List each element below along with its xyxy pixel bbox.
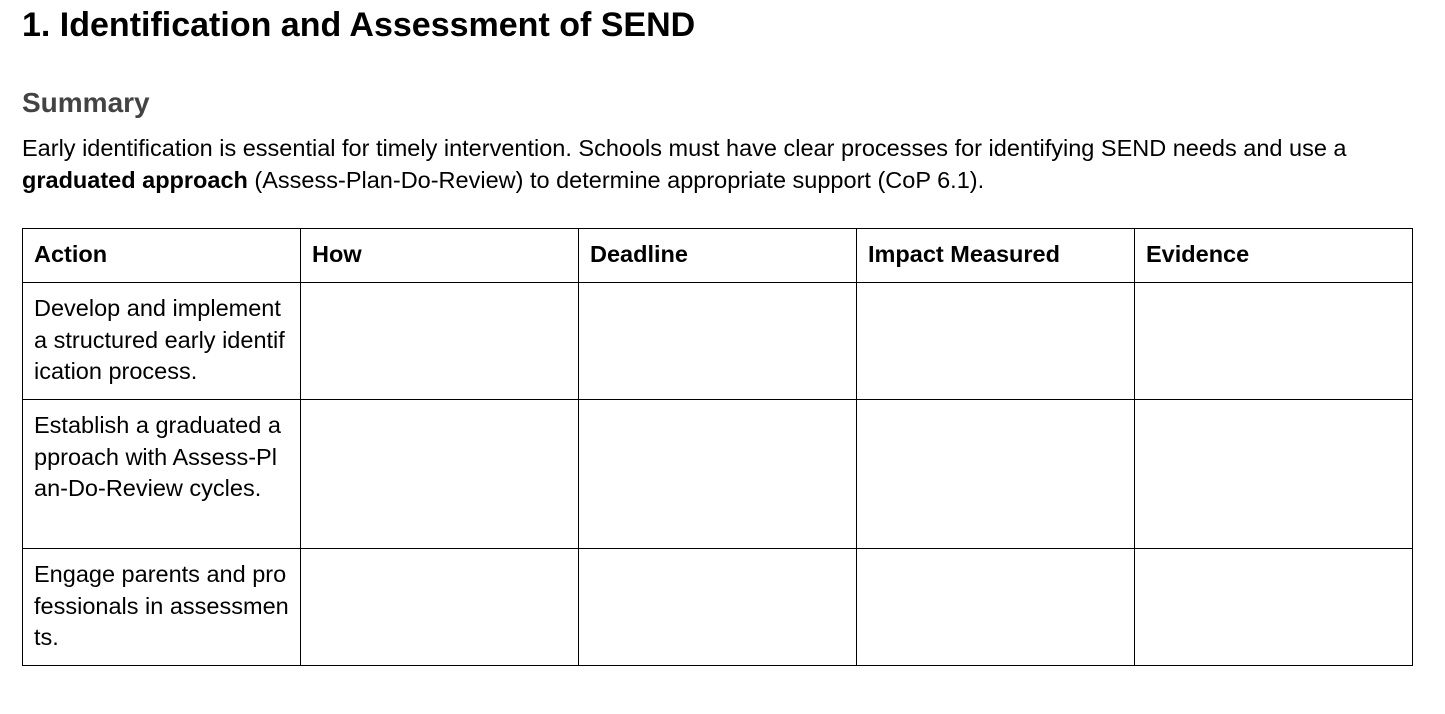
cell-action[interactable]: Engage parents and professionals in assessments. [23, 549, 301, 666]
table-row [23, 283, 1413, 400]
header-action: Action [23, 229, 301, 283]
summary-text-part2: (Assess-Plan-Do-Review) to determine appropriate support (CoP 6.1). [247, 166, 985, 193]
header-how: How [301, 229, 579, 283]
summary-paragraph [22, 133, 1412, 196]
cell-deadline[interactable] [579, 283, 857, 400]
table-header-row [23, 229, 1413, 283]
cell-impact[interactable] [857, 549, 1135, 666]
cell-impact[interactable] [857, 400, 1135, 549]
cell-impact[interactable] [857, 283, 1135, 400]
summary-text-part1: Early identification is essential for timely intervention. Schools must have clear processes for identifying SEND needs and use a [22, 135, 1347, 161]
action-plan-table [22, 228, 1413, 666]
cell-evidence[interactable] [1135, 400, 1413, 549]
table-row [23, 549, 1413, 666]
header-evidence: Evidence [1135, 229, 1413, 283]
cell-how[interactable] [301, 400, 579, 549]
table-row [23, 400, 1413, 549]
summary-text-bold: graduated approach [22, 166, 248, 193]
cell-evidence[interactable] [1135, 549, 1413, 666]
cell-action[interactable]: Establish a graduated approach with Assess-Plan-Do-Review cycles. [23, 400, 301, 549]
header-impact-measured: Impact Measured [857, 229, 1135, 283]
cell-deadline[interactable] [579, 400, 857, 549]
cell-deadline[interactable] [579, 549, 857, 666]
page-title: 1. Identification and Assessment of SEND [22, 6, 696, 44]
summary-heading: Summary [22, 87, 150, 118]
cell-how[interactable] [301, 283, 579, 400]
cell-action[interactable]: Develop and implement a structured early identification process. [23, 283, 301, 400]
cell-how[interactable] [301, 549, 579, 666]
cell-evidence[interactable] [1135, 283, 1413, 400]
header-deadline: Deadline [579, 229, 857, 283]
